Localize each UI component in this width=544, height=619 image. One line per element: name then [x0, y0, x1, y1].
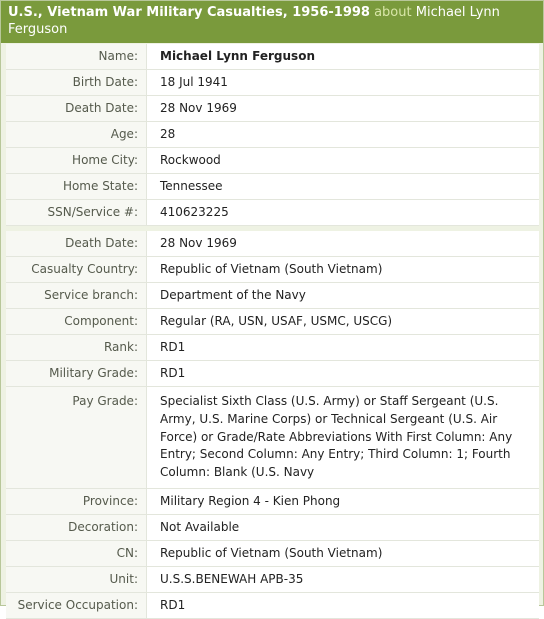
field-value: Rockwood — [146, 148, 539, 173]
record-table — [6, 44, 539, 619]
record-row-province — [6, 489, 539, 515]
person-name-link[interactable]: Michael Lynn Ferguson — [8, 5, 500, 37]
field-label: Service Occupation: — [6, 593, 146, 618]
field-label: Casualty Country: — [6, 257, 146, 282]
field-label: Service branch: — [6, 283, 146, 308]
field-value: 18 Jul 1941 — [146, 70, 539, 95]
record-row-service-branch — [6, 283, 539, 309]
record-row-cn — [6, 541, 539, 567]
record-row-decoration — [6, 515, 539, 541]
record-row-home-city — [6, 148, 539, 174]
record-row-unit — [6, 567, 539, 593]
record-row-military-grade — [6, 361, 539, 387]
record-row-casualty-country — [6, 257, 539, 283]
field-label: Name: — [6, 44, 146, 69]
field-value: Department of the Navy — [146, 283, 539, 308]
field-value: Tennessee — [146, 174, 539, 199]
field-label: Home City: — [6, 148, 146, 173]
field-value: RD1 — [146, 593, 539, 618]
field-value: RD1 — [146, 361, 539, 386]
record-row-ssn — [6, 200, 539, 226]
field-value: 28 — [146, 122, 539, 147]
field-label: Age: — [6, 122, 146, 147]
field-label: SSN/Service #: — [6, 200, 146, 225]
record-row-pay-grade — [6, 387, 539, 489]
field-value: Regular (RA, USN, USAF, USMC, USCG) — [146, 309, 539, 334]
record-row-rank — [6, 335, 539, 361]
field-value: Military Region 4 - Kien Phong — [146, 489, 539, 514]
field-value: 410623225 — [146, 200, 539, 225]
field-value: Not Available — [146, 515, 539, 540]
field-value: U.S.S.BENEWAH APB-35 — [146, 567, 539, 592]
field-value: Specialist Sixth Class (U.S. Army) or Staff Sergeant (U.S. Army, U.S. Marine Corps) or Technical Sergeant (U.S. Air Force) or Grade/Rate Abbreviations With First Column: Any Entry; Second Column: Any Entry; Third Column: 1; Fourth Column: Blank (U.S. Navy — [146, 387, 539, 488]
database-title-link[interactable]: U.S., Vietnam War Military Casualties, 1956-1998 — [8, 5, 370, 20]
record-row-death-date — [6, 96, 539, 122]
record-row-death-date-2 — [6, 231, 539, 257]
field-label: Death Date: — [6, 231, 146, 256]
field-label: Province: — [6, 489, 146, 514]
record-row-age — [6, 122, 539, 148]
record-row-birth-date — [6, 70, 539, 96]
field-value: Michael Lynn Ferguson — [146, 44, 539, 69]
record-row-component — [6, 309, 539, 335]
field-label: Pay Grade: — [6, 387, 146, 488]
field-label: Component: — [6, 309, 146, 334]
field-label: Birth Date: — [6, 70, 146, 95]
field-label: CN: — [6, 541, 146, 566]
field-value: Republic of Vietnam (South Vietnam) — [146, 257, 539, 282]
field-value: Republic of Vietnam (South Vietnam) — [146, 541, 539, 566]
about-label: about — [374, 5, 412, 20]
field-label: Home State: — [6, 174, 146, 199]
record-row-name — [6, 44, 539, 70]
field-label: Unit: — [6, 567, 146, 592]
field-label: Death Date: — [6, 96, 146, 121]
field-label: Military Grade: — [6, 361, 146, 386]
record-row-home-state — [6, 174, 539, 200]
field-label: Rank: — [6, 335, 146, 360]
field-label: Decoration: — [6, 515, 146, 540]
field-value: RD1 — [146, 335, 539, 360]
field-value: 28 Nov 1969 — [146, 231, 539, 256]
field-value: 28 Nov 1969 — [146, 96, 539, 121]
record-header — [1, 1, 543, 43]
